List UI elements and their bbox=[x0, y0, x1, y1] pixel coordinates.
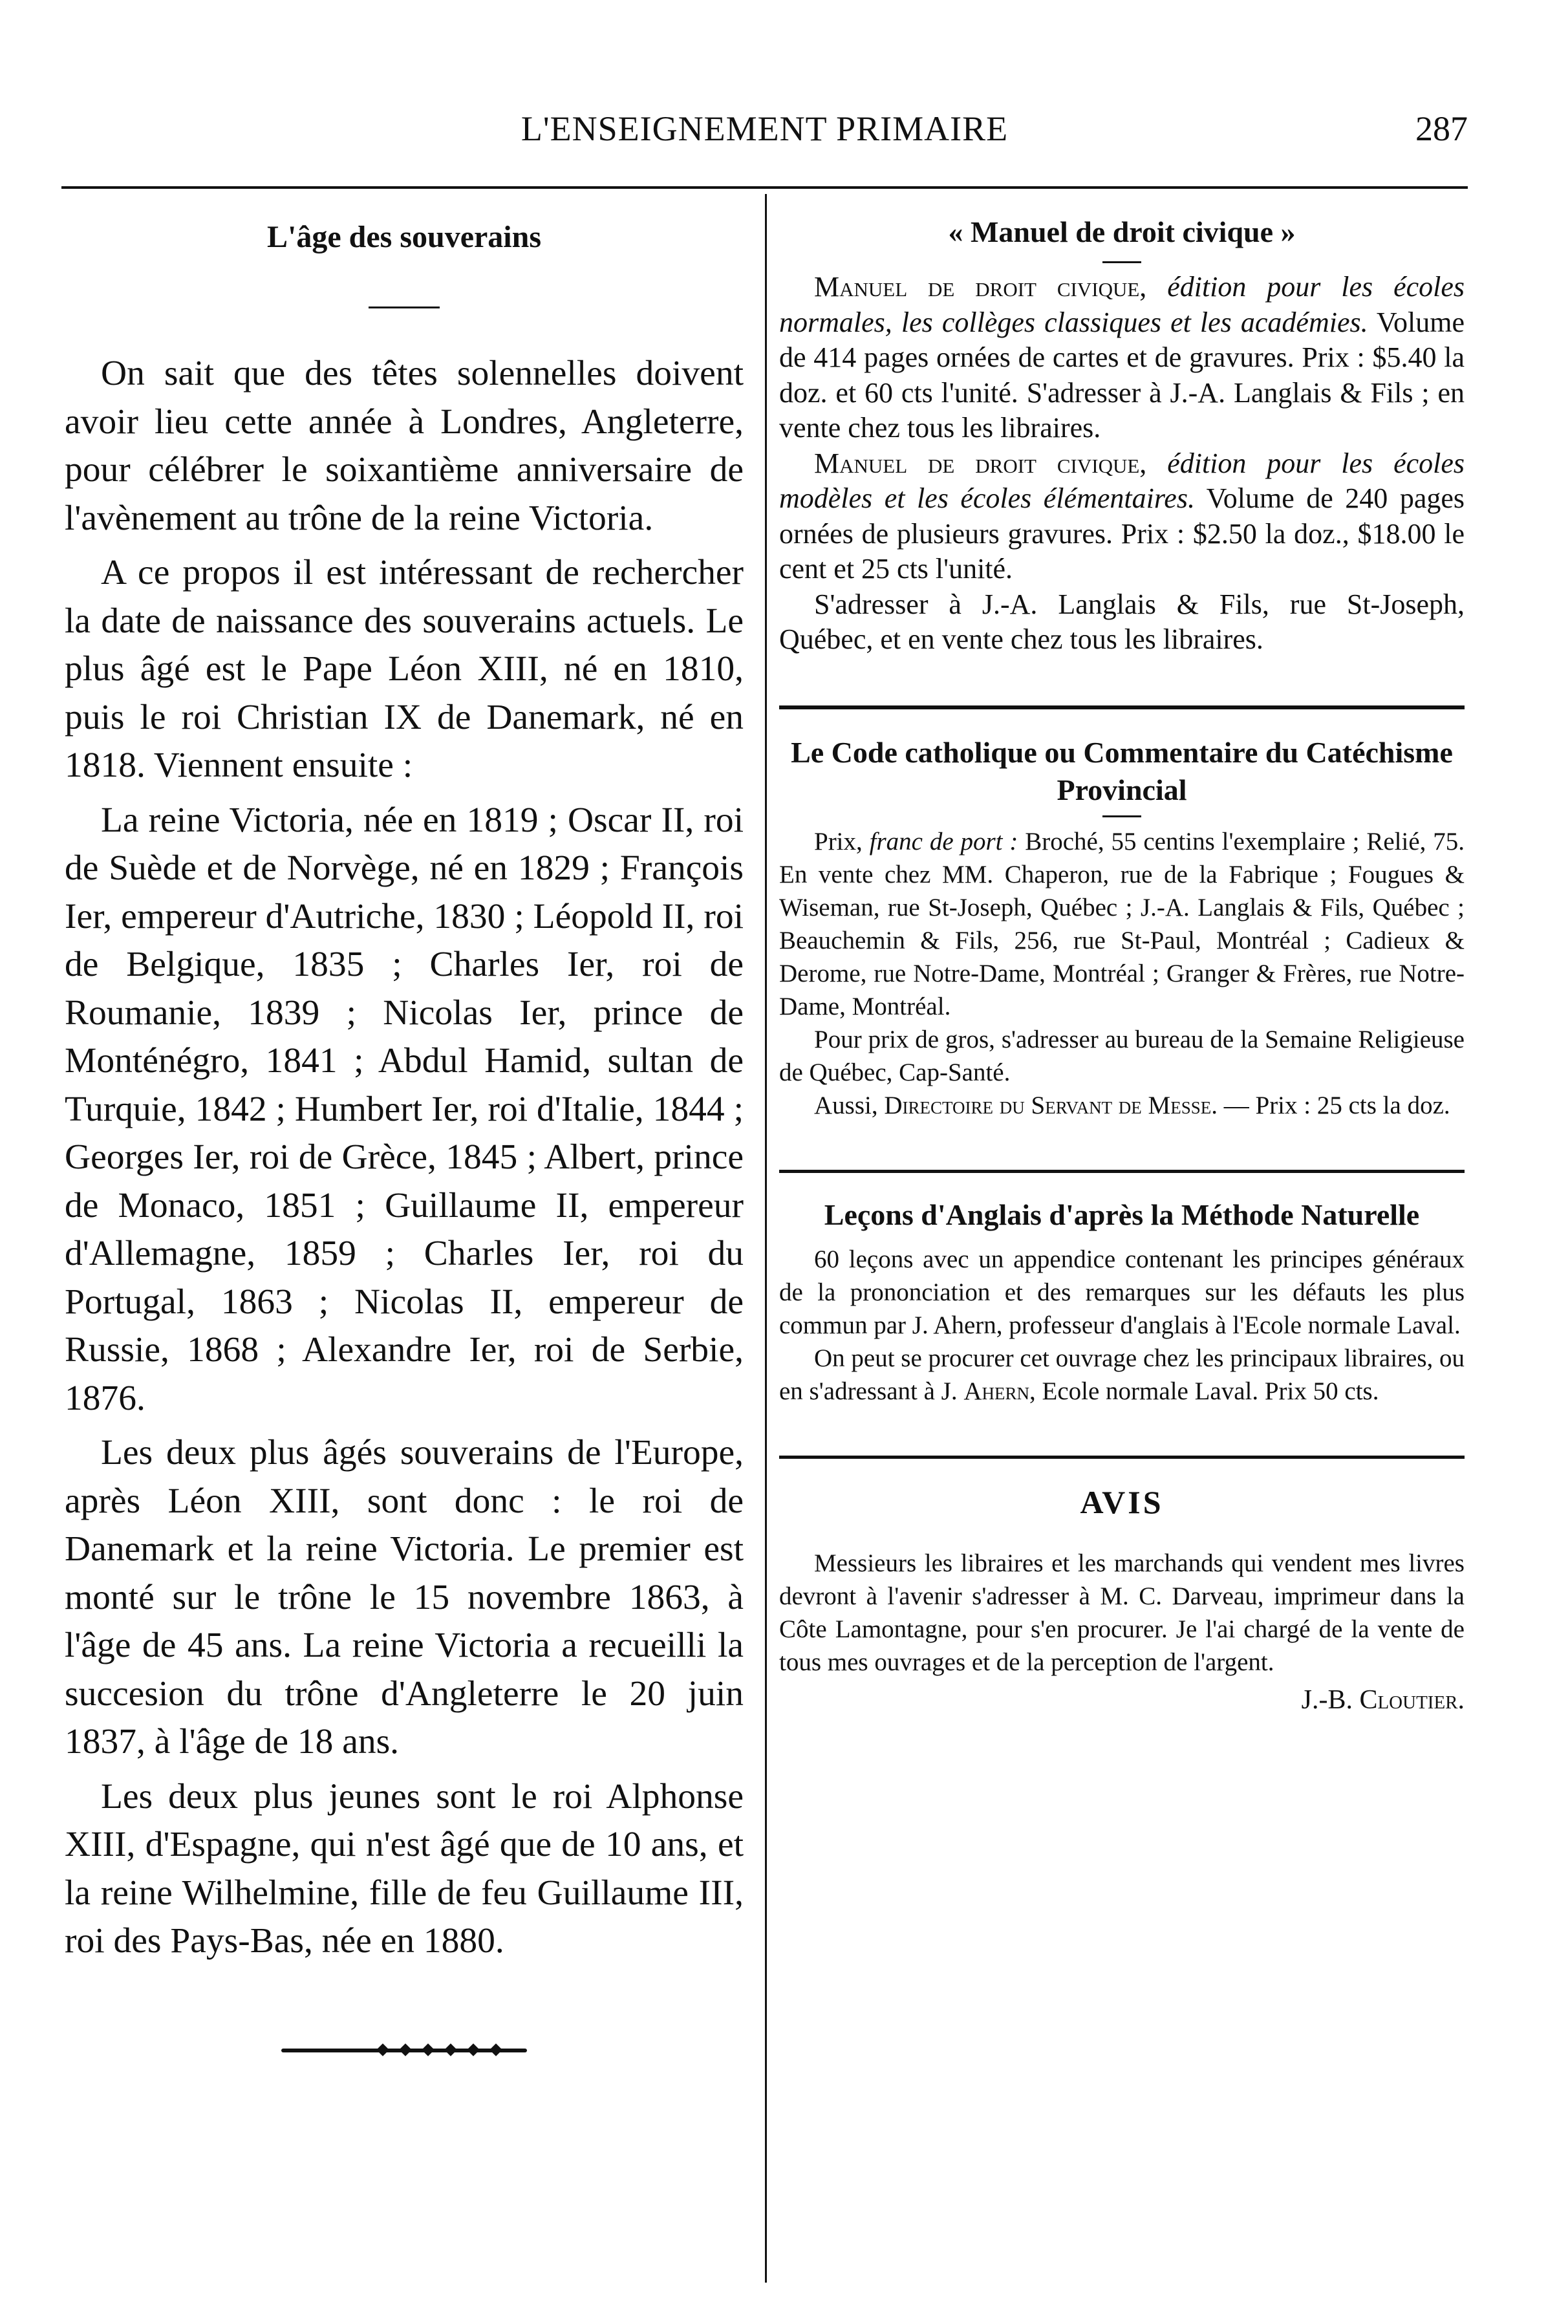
manuel-paragraph: Manuel de droit civique, édition pour les écoles modèles et les écoles élémentaires. Volume de 240 pages ornées de plusieurs gravures. Prix : $2.50 la doz., $18.00 le cent et 25 cts l'unité. bbox=[779, 447, 1465, 585]
lecons-paragraph: On peut se procurer cet ouvrage chez les principaux libraires, ou en s'adressant à J. Ahern, Ecole normale Laval. Prix 50 cts. bbox=[779, 1344, 1465, 1405]
right-column bbox=[779, 213, 1465, 1717]
title-rule bbox=[369, 307, 440, 308]
running-title: L'ENSEIGNEMENT PRIMAIRE bbox=[521, 109, 1009, 148]
avis-title: AVIS bbox=[1080, 1483, 1164, 1520]
article-paragraph: On sait que des têtes solennelles doivent avoir lieu cette année à Londres, Angleterre, pour célébrer le soixantième anniversaire de l'avènement au trône de la reine Victoria. bbox=[65, 354, 744, 538]
article-paragraph: La reine Victoria, née en 1819 ; Oscar II, roi de Suède et de Norvège, né en 1829 ; François Ier, empereur d'Autriche, 1830 ; Léopold II, roi de Belgique, 1835 ; Charles Ier, roi de Roumanie, 1839 ; Nicolas Ier, prince de Monténégro, 1841 ; Abdul Hamid, sultan de Turquie, 1842 ; Humbert Ier, roi d'Italie, 1844 ; Georges Ier, roi de Grèce, 1845 ; Albert, prince de Monaco, 1851 ; Guillaume II, empereur d'Allemagne, 1859 ; Charles Ier, roi du Portugal, 1863 ; Nicolas II, empereur de Russie, 1868 ; Alexandre Ier, roi de Serbie, 1876. bbox=[65, 800, 744, 1418]
article-paragraph: Les deux plus jeunes sont le roi Alphonse XIII, d'Espagne, qui n'est âgé que de 10 ans, et la reine Wilhelmine, fille de feu Guillaume III, roi des Pays-Bas, née en 1880. bbox=[65, 1776, 744, 1961]
section-divider bbox=[779, 1456, 1465, 1459]
article-paragraph: Les deux plus âgés souverains de l'Europe, après Léon XIII, sont donc : le roi de Danemark et la reine Victoria. Le premier est monté sur le trône le 15 novembre 1863, à l'âge de 45 ans. La reine Victoria a recueilli la succesion du trône d'Angleterre le 20 juin 1837, à l'âge de 18 ans. bbox=[65, 1433, 744, 1761]
article-title: L'âge des souverains bbox=[266, 220, 542, 254]
code-title: Le Code catholique ou Commentaire du Catéchisme Provincial bbox=[791, 735, 1453, 806]
article-paragraph: A ce propos il est intéressant de rechercher la date de naissance des souverains actuels. Le plus âgé est le Pape Léon XIII, né en 1810, puis le roi Christian IX de Danemark, né en 1818. Viennent ensuite : bbox=[65, 553, 744, 785]
end-ornament bbox=[281, 2043, 527, 2058]
lecons-title: Leçons d'Anglais d'après la Méthode Naturelle bbox=[824, 1198, 1420, 1231]
title-rule bbox=[1102, 261, 1141, 263]
code-paragraph: Pour prix de gros, s'adresser au bureau de la Semaine Religieuse de Québec, Cap-Santé. bbox=[779, 1025, 1465, 1086]
left-column bbox=[65, 213, 744, 2058]
title-rule bbox=[1102, 815, 1141, 817]
section-divider bbox=[779, 705, 1465, 709]
code-section bbox=[779, 734, 1465, 1122]
page-number: 287 bbox=[1415, 109, 1468, 148]
lecons-section bbox=[779, 1198, 1465, 1408]
running-header bbox=[61, 97, 1468, 155]
code-paragraph: Aussi, Directoire du Servant de Messe. — Prix : 25 cts la doz. bbox=[814, 1091, 1450, 1119]
manuel-section bbox=[779, 213, 1465, 658]
code-paragraph: Prix, franc de port : Broché, 55 centins l'exemplaire ; Relié, 75. En vente chez MM. Chaperon, rue de la Fabrique ; Fougues & Wiseman, rue St-Joseph, Québec ; J.-A. Langlais & Fils, Québec ; Beauchemin & Fils, 256, rue St-Paul, Montréal ; Cadieux & Derome, rue Notre-Dame, Montréal ; Granger & Frères, rue Notre-Dame, Montréal. bbox=[779, 827, 1465, 1020]
avis-section bbox=[779, 1483, 1465, 1717]
section-divider bbox=[779, 1170, 1465, 1173]
signature: J.-B. Cloutier. bbox=[1301, 1684, 1465, 1715]
manuel-paragraph: S'adresser à J.-A. Langlais & Fils, rue St-Joseph, Québec, et en vente chez tous les libraires. bbox=[779, 588, 1465, 655]
lecons-paragraph: 60 leçons avec un appendice contenant les principes généraux de la prononciation et des remarques sur les défauts les plus commun par J. Ahern, professeur d'anglais à l'Ecole normale Laval. bbox=[779, 1245, 1465, 1339]
manuel-title: « Manuel de droit civique » bbox=[948, 215, 1296, 248]
header-rule bbox=[61, 186, 1468, 189]
manuel-paragraph: Manuel de droit civique, édition pour les écoles normales, les collèges classiques et les académies. Volume de 414 pages ornées de cartes et de gravures. Prix : $5.40 la doz. et 60 cts l'unité. S'adresser à J.-A. Langlais & Fils ; en vente chez tous les libraires. bbox=[779, 271, 1465, 444]
column-divider bbox=[765, 194, 767, 2283]
avis-paragraph: Messieurs les libraires et les marchands qui vendent mes livres devront à l'avenir s'adresser à M. C. Darveau, imprimeur dans la Côte Lamontagne, pour s'en procurer. Je l'ai chargé de la vente de tous mes ouvrages et de la perception de l'argent. bbox=[779, 1549, 1465, 1676]
